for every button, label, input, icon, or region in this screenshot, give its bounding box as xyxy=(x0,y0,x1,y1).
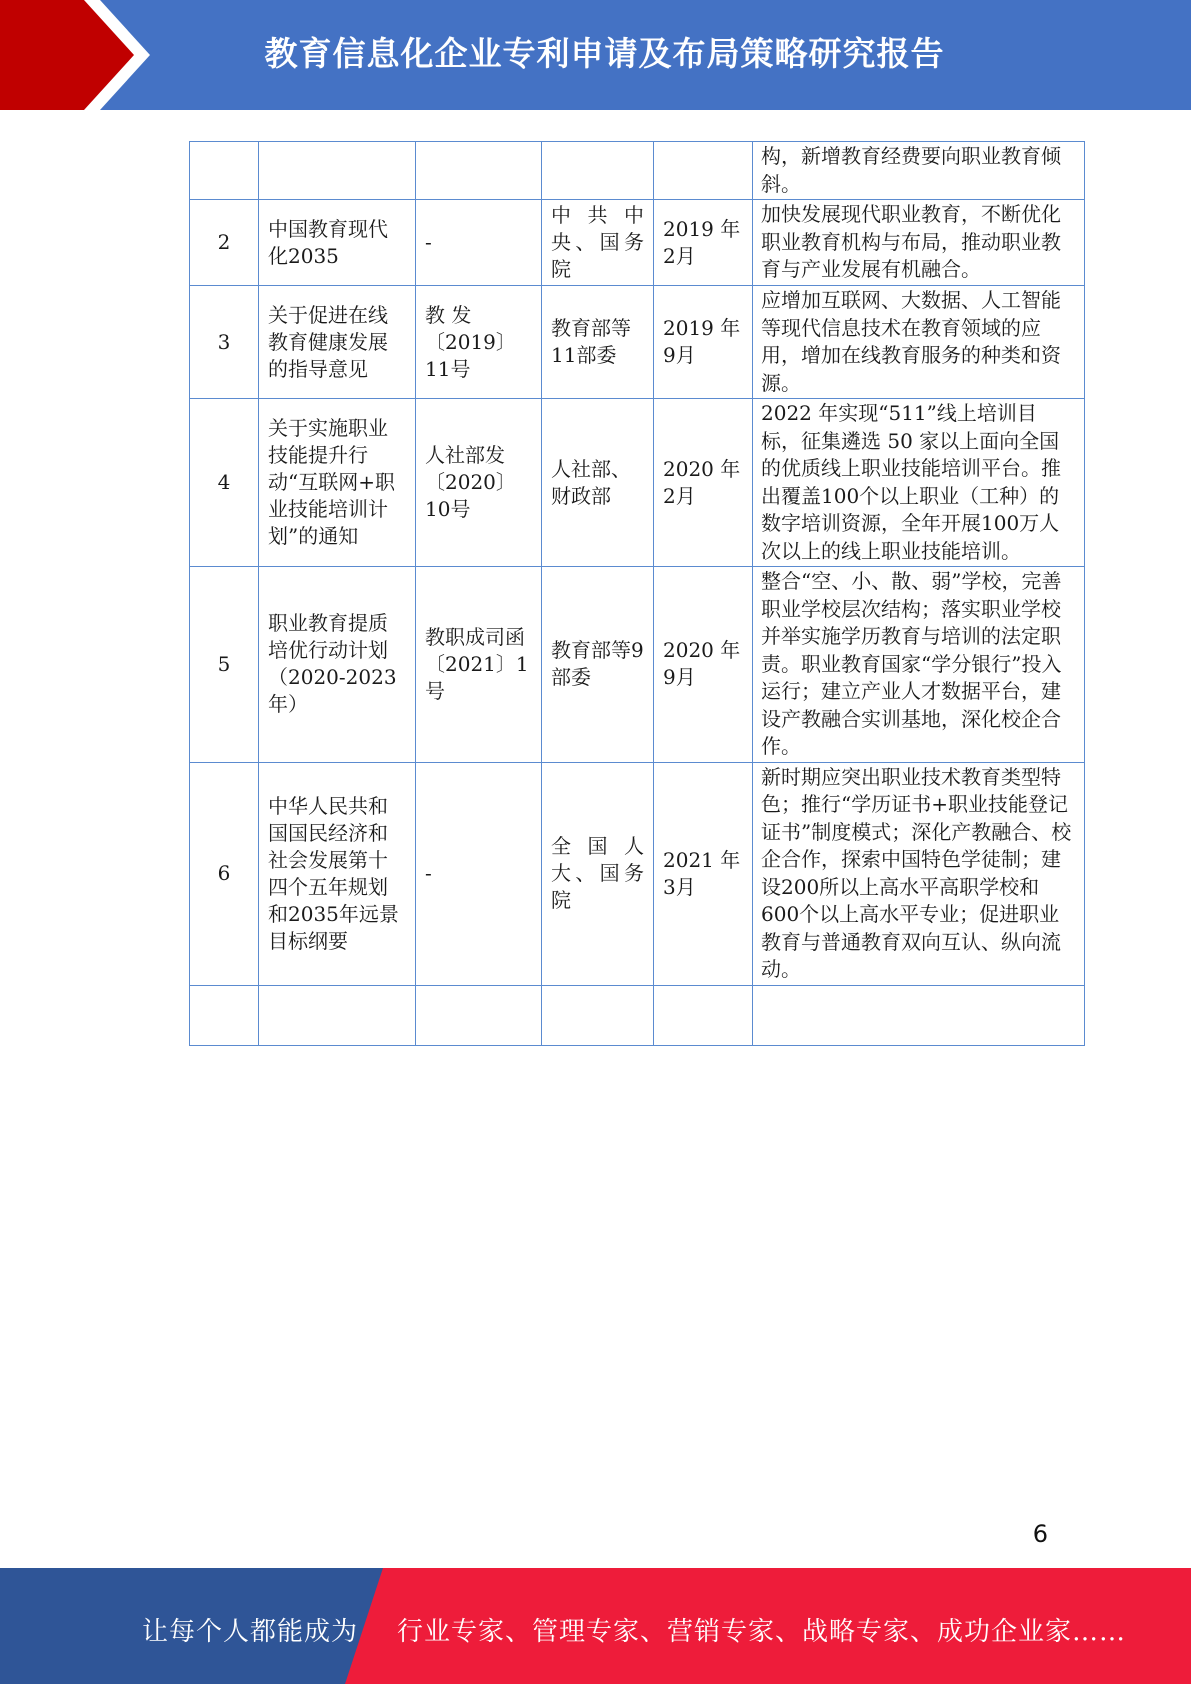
policy-name: 中华人民共和国国民经济和社会发展第十四个五年规划和2035年远景目标纲要 xyxy=(259,762,416,985)
row-number: 2 xyxy=(190,200,259,286)
report-title: 教育信息化企业专利申请及布局策略研究报告 xyxy=(264,34,945,73)
table-cell xyxy=(654,985,753,1045)
policy-content: 2022 年实现“511”线上培训目标，征集遴选 50 家以上面向全国的优质线上职业技能培训平台。推出覆盖100个以上职业（工种）的数字培训资源，全年开展100万人次以上的线上职业技能培训。 xyxy=(753,399,1085,567)
table-cell xyxy=(542,985,654,1045)
policy-content: 应增加互联网、大数据、人工智能等现代信息技术在教育领域的应用，增加在线教育服务的种类和资源。 xyxy=(753,286,1085,399)
table-cell xyxy=(259,985,416,1045)
table-row xyxy=(190,200,1085,286)
document-number: - xyxy=(416,762,542,985)
page-footer xyxy=(0,1568,1191,1684)
document-number: 教 发〔2019〕11号 xyxy=(416,286,542,399)
page-number: 6 xyxy=(1032,1520,1048,1548)
issue-date: 2019 年 2月 xyxy=(654,200,753,286)
policy-name: 职业教育提质培优行动计划（2020-2023年） xyxy=(259,567,416,763)
table-cell xyxy=(753,985,1085,1045)
policy-table-wrapper xyxy=(189,141,1084,981)
table-cell xyxy=(190,985,259,1045)
issue-date: 2020 年 9月 xyxy=(654,567,753,763)
page-header xyxy=(0,0,1191,110)
policy-content: 新时期应突出职业技术教育类型特色；推行“学历证书+职业技能登记证书”制度模式；深化产教融合、校企合作，探索中国特色学徒制；建设200所以上高水平高职学校和600个以上高水平专业；促进职业教育与普通教育双向互认、纵向流动。 xyxy=(753,762,1085,985)
row-number: 5 xyxy=(190,567,259,763)
policy-content: 构，新增教育经费要向职业教育倾斜。 xyxy=(753,142,1085,200)
footer-slogan-tail: 行业专家、管理专家、营销专家、战略专家、成功企业家…… xyxy=(397,1617,1127,1647)
policy-table xyxy=(189,141,1085,1046)
row-number: 3 xyxy=(190,286,259,399)
issuing-authority: 中共中央、国务院 xyxy=(542,200,654,286)
table-cell xyxy=(259,142,416,200)
issue-date: 2019 年 9月 xyxy=(654,286,753,399)
table-row xyxy=(190,286,1085,399)
table-row xyxy=(190,567,1085,763)
issuing-authority: 人社部、财政部 xyxy=(542,399,654,567)
policy-content: 加快发展现代职业教育，不断优化职业教育机构与布局，推动职业教育与产业发展有机融合。 xyxy=(753,200,1085,286)
table-row xyxy=(190,399,1085,567)
table-cell xyxy=(654,142,753,200)
document-number: 人社部发〔2020〕10号 xyxy=(416,399,542,567)
table-cell xyxy=(190,142,259,200)
issuing-authority: 全国人大、国务院 xyxy=(542,762,654,985)
policy-name: 关于实施职业技能提升行动“互联网+职业技能培训计划”的通知 xyxy=(259,399,416,567)
document-number: 教职成司函〔2021〕1号 xyxy=(416,567,542,763)
policy-name: 关于促进在线教育健康发展的指导意见 xyxy=(259,286,416,399)
table-cell xyxy=(416,985,542,1045)
table-cell xyxy=(542,142,654,200)
issue-date: 2020 年 2月 xyxy=(654,399,753,567)
row-number: 4 xyxy=(190,399,259,567)
table-row-partial xyxy=(190,985,1085,1045)
issuing-authority: 教育部等9部委 xyxy=(542,567,654,763)
policy-name: 中国教育现代化2035 xyxy=(259,200,416,286)
row-number: 6 xyxy=(190,762,259,985)
policy-content: 整合“空、小、散、弱”学校，完善职业学校层次结构；落实职业学校并举实施学历教育与培训的法定职责。职业教育国家“学分银行”投入运行；建立产业人才数据平台，建设产教融合实训基地，深化校企合作。 xyxy=(753,567,1085,763)
document-number: - xyxy=(416,200,542,286)
issuing-authority: 教育部等11部委 xyxy=(542,286,654,399)
table-row xyxy=(190,762,1085,985)
issue-date: 2021 年 3月 xyxy=(654,762,753,985)
table-cell xyxy=(416,142,542,200)
footer-slogan-lead: 让每个人都能成为 xyxy=(142,1617,359,1647)
table-row xyxy=(190,142,1085,200)
